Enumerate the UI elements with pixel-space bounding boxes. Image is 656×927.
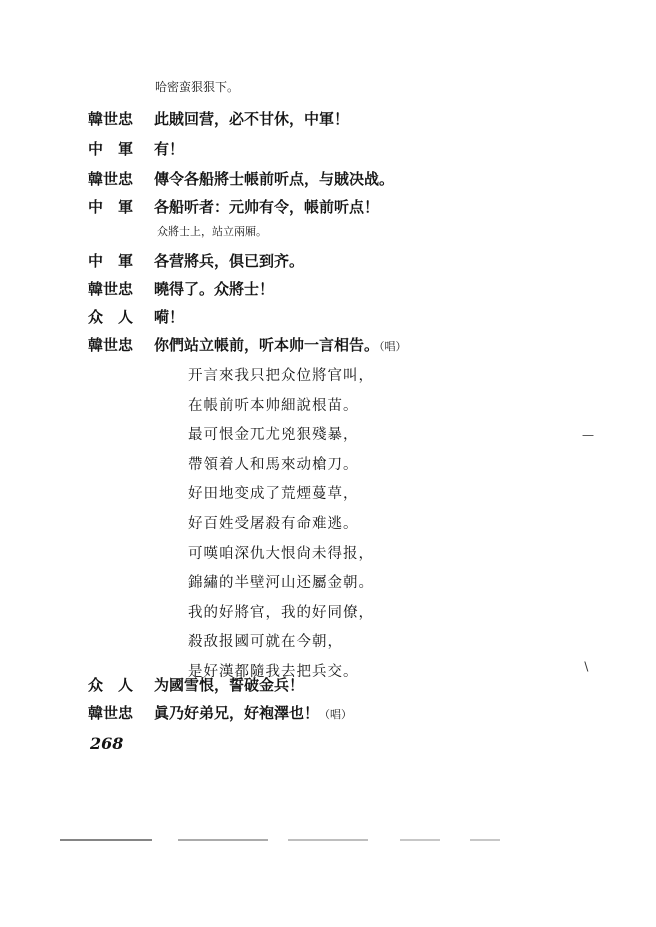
verse-line: 好田地变成了荒煙蔓草， (188, 486, 359, 503)
scan-artifact-line (400, 839, 440, 841)
dialogue-text: 各船听者：元帅有令，帳前听点！ (154, 198, 380, 216)
verse-line: 是好漢都隨我去把兵交。 (188, 663, 359, 680)
scan-artifact-line (288, 839, 368, 841)
speaker-name: 韓世忠 (88, 280, 134, 298)
verse-line: 殺敌报國可就在今朝， (188, 634, 343, 651)
singing-cue: （唱） (319, 708, 353, 721)
dialogue-line (88, 196, 379, 217)
dialogue-text: 傳令各船將士帳前听点，与賊决战。 (154, 170, 395, 188)
dialogue-line (88, 108, 349, 129)
dialogue-line (88, 250, 304, 271)
dialogue-line (88, 278, 274, 299)
verse-line: 帶領着人和馬來动槍刀。 (188, 456, 359, 473)
verse-line: 在帳前听本帅細說根苗。 (188, 397, 359, 414)
dialogue-text: 此賊回营，必不甘休，中軍！ (154, 110, 350, 128)
singing-cue: （唱） (379, 340, 407, 353)
dialogue-text: 为國雪恨，誓破金兵！ (154, 676, 305, 694)
verse-line: 可嘆咱深仇大恨尙未得报， (188, 545, 374, 562)
stage-direction-top: 哈密蛮狠狠下。 (155, 80, 240, 94)
verse-line: 开言來我只把众位將官叫， (188, 368, 374, 384)
verse-line: 錦繡的半壁河山还屬金朝。 (188, 575, 374, 592)
dialogue-text: 有！ (154, 140, 185, 158)
page-number: 268 (90, 734, 124, 753)
dialogue-text: 嗬！ (154, 308, 185, 326)
dialogue-line (88, 674, 304, 695)
dialogue-line (88, 138, 184, 159)
scan-mark: ∖ (582, 660, 590, 674)
speaker-name: 中 軍 (88, 198, 134, 216)
sung-verse (188, 362, 374, 688)
speaker-name: 韓世忠 (88, 704, 134, 722)
dialogue-line (88, 702, 352, 723)
dialogue-line (88, 306, 184, 327)
dialogue-line (88, 334, 407, 355)
speaker-name: 韓世忠 (88, 170, 134, 188)
speaker-name: 中 軍 (88, 140, 134, 158)
dialogue-line (88, 168, 394, 189)
scan-mark: — (582, 428, 594, 442)
dialogue-text: 曉得了。众將士！ (154, 280, 275, 298)
verse-line: 好百姓受屠殺有命难逃。 (188, 515, 359, 532)
dialogue-text: 你們站立帳前，听本帅一言相告。 (154, 336, 380, 354)
stage-direction-mid: 众將士上，站立兩厢。 (157, 225, 267, 238)
scan-artifact-line (470, 839, 500, 841)
speaker-name: 韓世忠 (88, 336, 134, 354)
speaker-name: 中 軍 (88, 252, 134, 270)
verse-line: 最可恨金兀尤兇狠殘暴， (188, 427, 359, 444)
speaker-name: 众 人 (88, 676, 134, 694)
speaker-name: 韓世忠 (88, 110, 134, 128)
speaker-name: 众 人 (88, 308, 134, 326)
verse-line: 我的好將官，我的好同僚， (188, 604, 374, 621)
dialogue-text: 眞乃好弟兄，好袍澤也！ (154, 704, 320, 722)
scan-artifact-line (60, 839, 152, 841)
dialogue-text: 各营將兵，俱已到齐。 (154, 252, 305, 270)
scan-artifact-line (178, 839, 268, 841)
